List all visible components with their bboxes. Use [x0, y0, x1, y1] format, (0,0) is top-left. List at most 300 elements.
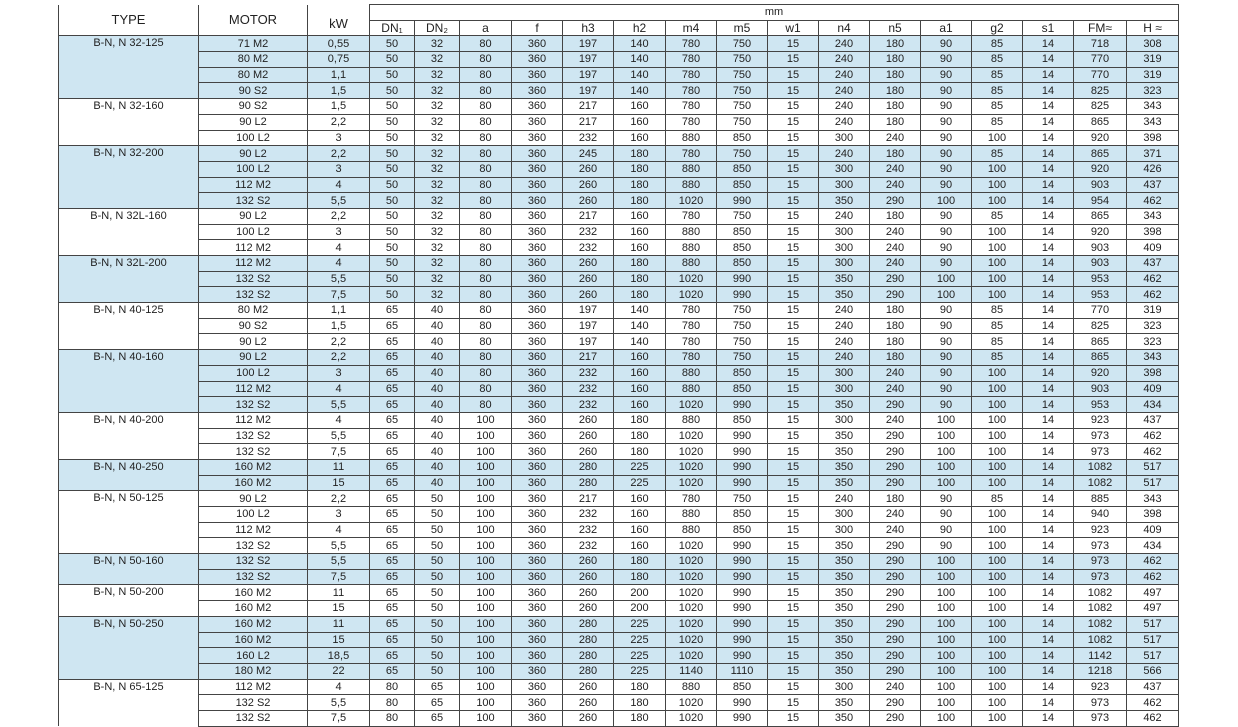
dimension-cell: 360 — [512, 52, 563, 68]
dimension-cell: 780 — [666, 67, 717, 83]
pump-type-cell: B-N, N 50-125 — [59, 491, 199, 554]
dimension-cell: 160 — [614, 208, 666, 224]
dimension-cell: 350 — [819, 663, 870, 679]
dimension-cell: 15 — [768, 193, 819, 209]
dimension-cell: 990 — [717, 585, 768, 601]
motor-cell: 112 M2 — [199, 381, 308, 397]
table-row — [59, 350, 1179, 366]
dimension-cell: 953 — [1074, 397, 1127, 413]
dimension-cell: 280 — [563, 648, 614, 664]
dimension-cell: 990 — [717, 459, 768, 475]
motor-cell: 71 M2 — [199, 36, 308, 52]
dimension-cell: 350 — [819, 459, 870, 475]
dimension-cell: 462 — [1127, 554, 1179, 570]
dimension-cell: 15 — [768, 412, 819, 428]
dimension-cell: 80 — [460, 208, 512, 224]
dimension-cell: 65 — [370, 475, 415, 491]
dimension-cell: 160 — [614, 240, 666, 256]
dimension-cell: 100 — [972, 256, 1023, 272]
table-row — [59, 334, 1179, 350]
dimension-cell: 300 — [819, 177, 870, 193]
header-dim: f — [512, 20, 563, 36]
dimension-cell: 14 — [1023, 350, 1074, 366]
dimension-cell: 40 — [415, 350, 460, 366]
dimension-cell: 940 — [1074, 507, 1127, 523]
dimension-cell: 80 — [460, 287, 512, 303]
dimension-cell: 260 — [563, 679, 614, 695]
header-dim: FM≈ — [1074, 20, 1127, 36]
dimension-cell: 462 — [1127, 710, 1179, 726]
dimension-cell: 65 — [370, 428, 415, 444]
dimension-cell: 343 — [1127, 99, 1179, 115]
kw-cell: 1,5 — [308, 99, 370, 115]
dimension-cell: 50 — [415, 663, 460, 679]
dimension-cell: 80 — [460, 114, 512, 130]
dimension-cell: 323 — [1127, 318, 1179, 334]
dimension-cell: 180 — [870, 491, 921, 507]
dimension-cell: 14 — [1023, 695, 1074, 711]
dimension-cell: 50 — [370, 161, 415, 177]
dimension-cell: 517 — [1127, 459, 1179, 475]
motor-cell: 80 M2 — [199, 303, 308, 319]
dimension-cell: 780 — [666, 491, 717, 507]
dimension-cell: 14 — [1023, 67, 1074, 83]
kw-cell: 18,5 — [308, 648, 370, 664]
dimension-cell: 14 — [1023, 52, 1074, 68]
dimension-cell: 290 — [870, 271, 921, 287]
dimension-cell: 180 — [870, 334, 921, 350]
dimension-cell: 360 — [512, 318, 563, 334]
dimension-cell: 360 — [512, 130, 563, 146]
dimension-cell: 1020 — [666, 601, 717, 617]
dimension-cell: 200 — [614, 601, 666, 617]
dimension-cell: 300 — [819, 507, 870, 523]
header-dim: g2 — [972, 20, 1023, 36]
dimension-cell: 50 — [370, 67, 415, 83]
dimension-cell: 100 — [972, 522, 1023, 538]
dimension-cell: 850 — [717, 522, 768, 538]
dimension-cell: 15 — [768, 271, 819, 287]
dimension-cell: 290 — [870, 710, 921, 726]
dimension-cell: 350 — [819, 648, 870, 664]
dimension-cell: 80 — [460, 256, 512, 272]
dimension-cell: 14 — [1023, 585, 1074, 601]
dimension-cell: 40 — [415, 475, 460, 491]
dimension-cell: 100 — [460, 601, 512, 617]
dimension-cell: 90 — [921, 397, 972, 413]
table-row — [59, 130, 1179, 146]
dimension-cell: 140 — [614, 36, 666, 52]
dimension-cell: 825 — [1074, 83, 1127, 99]
dimension-cell: 100 — [460, 507, 512, 523]
dimension-cell: 65 — [370, 585, 415, 601]
table-row — [59, 36, 1179, 52]
dimension-cell: 15 — [768, 365, 819, 381]
dimension-cell: 360 — [512, 350, 563, 366]
dimension-cell: 15 — [768, 648, 819, 664]
dimension-cell: 360 — [512, 287, 563, 303]
dimension-cell: 232 — [563, 381, 614, 397]
pump-type-cell: B-N, N 32L-160 — [59, 208, 199, 255]
dimension-cell: 360 — [512, 710, 563, 726]
dimension-cell: 360 — [512, 601, 563, 617]
motor-cell: 100 L2 — [199, 365, 308, 381]
kw-cell: 7,5 — [308, 287, 370, 303]
motor-cell: 100 L2 — [199, 130, 308, 146]
motor-cell: 132 S2 — [199, 271, 308, 287]
dimension-cell: 260 — [563, 177, 614, 193]
motor-cell: 80 M2 — [199, 52, 308, 68]
dimension-cell: 953 — [1074, 271, 1127, 287]
pump-type-cell: B-N, N 32-160 — [59, 99, 199, 146]
dimension-cell: 14 — [1023, 36, 1074, 52]
dimension-cell: 360 — [512, 114, 563, 130]
dimension-cell: 197 — [563, 334, 614, 350]
dimension-cell: 90 — [921, 52, 972, 68]
dimension-cell: 65 — [370, 554, 415, 570]
dimension-cell: 100 — [972, 365, 1023, 381]
dimension-cell: 100 — [972, 381, 1023, 397]
dimension-cell: 14 — [1023, 632, 1074, 648]
dimension-cell: 300 — [819, 224, 870, 240]
dimension-cell: 290 — [870, 193, 921, 209]
dimension-cell: 990 — [717, 632, 768, 648]
dimension-cell: 350 — [819, 538, 870, 554]
dimension-cell: 15 — [768, 507, 819, 523]
dimension-cell: 1082 — [1074, 459, 1127, 475]
dimension-cell: 880 — [666, 177, 717, 193]
dimension-cell: 240 — [870, 224, 921, 240]
dimension-cell: 40 — [415, 334, 460, 350]
dimension-cell: 865 — [1074, 208, 1127, 224]
motor-cell: 112 M2 — [199, 240, 308, 256]
dimension-cell: 750 — [717, 83, 768, 99]
dimension-cell: 880 — [666, 256, 717, 272]
header-motor: MOTOR — [199, 5, 308, 36]
kw-cell: 3 — [308, 224, 370, 240]
header-dim: a1 — [921, 20, 972, 36]
header-dim: DN₁ — [370, 20, 415, 36]
dimension-cell: 850 — [717, 130, 768, 146]
dimension-cell: 80 — [460, 52, 512, 68]
dimension-cell: 65 — [415, 679, 460, 695]
dimension-cell: 14 — [1023, 271, 1074, 287]
dimension-cell: 1020 — [666, 428, 717, 444]
dimension-cell: 260 — [563, 271, 614, 287]
dimension-cell: 15 — [768, 287, 819, 303]
dimension-cell: 750 — [717, 52, 768, 68]
dimension-cell: 90 — [921, 208, 972, 224]
dimension-cell: 65 — [370, 303, 415, 319]
dimension-cell: 85 — [972, 208, 1023, 224]
dimension-cell: 197 — [563, 303, 614, 319]
dimension-cell: 90 — [921, 99, 972, 115]
dimension-cell: 180 — [870, 114, 921, 130]
dimension-cell: 65 — [370, 459, 415, 475]
kw-cell: 7,5 — [308, 444, 370, 460]
dimension-cell: 15 — [768, 397, 819, 413]
dimension-cell: 160 — [614, 381, 666, 397]
dimension-cell: 350 — [819, 632, 870, 648]
dimension-cell: 1082 — [1074, 585, 1127, 601]
pump-type-cell: B-N, N 32L-200 — [59, 256, 199, 303]
dimension-cell: 197 — [563, 52, 614, 68]
dimension-cell: 15 — [768, 177, 819, 193]
dimension-cell: 360 — [512, 491, 563, 507]
dimension-cell: 65 — [370, 632, 415, 648]
dimension-cell: 225 — [614, 475, 666, 491]
motor-cell: 100 L2 — [199, 161, 308, 177]
dimension-cell: 90 — [921, 334, 972, 350]
dimension-cell: 360 — [512, 648, 563, 664]
motor-cell: 160 M2 — [199, 459, 308, 475]
dimension-cell: 100 — [972, 507, 1023, 523]
pump-type-cell: B-N, N 50-160 — [59, 554, 199, 585]
dimension-cell: 160 — [614, 397, 666, 413]
table-row — [59, 240, 1179, 256]
dimension-cell: 437 — [1127, 177, 1179, 193]
dimension-cell: 197 — [563, 36, 614, 52]
dimension-cell: 100 — [972, 444, 1023, 460]
dimension-cell: 90 — [921, 381, 972, 397]
kw-cell: 2,2 — [308, 350, 370, 366]
dimension-cell: 350 — [819, 569, 870, 585]
dimension-cell: 100 — [460, 663, 512, 679]
kw-cell: 2,2 — [308, 208, 370, 224]
dimension-cell: 14 — [1023, 444, 1074, 460]
header-dim: w1 — [768, 20, 819, 36]
kw-cell: 0,75 — [308, 52, 370, 68]
kw-cell: 5,5 — [308, 428, 370, 444]
dimension-cell: 15 — [768, 632, 819, 648]
motor-cell: 160 M2 — [199, 601, 308, 617]
dimension-cell: 180 — [870, 208, 921, 224]
dimension-cell: 180 — [614, 161, 666, 177]
dimension-cell: 100 — [921, 412, 972, 428]
dimension-cell: 14 — [1023, 224, 1074, 240]
dimension-cell: 32 — [415, 287, 460, 303]
dimension-cell: 100 — [921, 569, 972, 585]
dimension-cell: 65 — [370, 601, 415, 617]
motor-cell: 112 M2 — [199, 412, 308, 428]
dimension-cell: 65 — [415, 695, 460, 711]
dimension-cell: 850 — [717, 365, 768, 381]
motor-cell: 132 S2 — [199, 538, 308, 554]
dimension-cell: 180 — [614, 271, 666, 287]
dimension-cell: 180 — [614, 256, 666, 272]
dimension-cell: 15 — [768, 475, 819, 491]
dimension-cell: 260 — [563, 428, 614, 444]
dimension-cell: 350 — [819, 616, 870, 632]
pump-type-cell: B-N, N 50-200 — [59, 585, 199, 616]
motor-cell: 90 L2 — [199, 114, 308, 130]
dimension-cell: 32 — [415, 146, 460, 162]
dimension-cell: 100 — [972, 695, 1023, 711]
dimension-cell: 240 — [819, 146, 870, 162]
dimension-cell: 770 — [1074, 303, 1127, 319]
motor-cell: 90 L2 — [199, 208, 308, 224]
dimension-cell: 300 — [819, 412, 870, 428]
dimension-cell: 80 — [460, 130, 512, 146]
dimension-cell: 100 — [460, 695, 512, 711]
dimension-cell: 343 — [1127, 491, 1179, 507]
dimension-cell: 14 — [1023, 381, 1074, 397]
dimension-cell: 32 — [415, 208, 460, 224]
dimension-cell: 1020 — [666, 538, 717, 554]
dimension-cell: 14 — [1023, 648, 1074, 664]
dimension-cell: 225 — [614, 616, 666, 632]
dimension-cell: 14 — [1023, 334, 1074, 350]
header-type: TYPE — [59, 5, 199, 36]
dimension-cell: 825 — [1074, 99, 1127, 115]
dimension-cell: 323 — [1127, 334, 1179, 350]
dimension-cell: 197 — [563, 67, 614, 83]
dimension-cell: 140 — [614, 303, 666, 319]
dimension-cell: 90 — [921, 130, 972, 146]
motor-cell: 90 S2 — [199, 83, 308, 99]
motor-cell: 160 M2 — [199, 616, 308, 632]
kw-cell: 2,2 — [308, 146, 370, 162]
kw-cell: 1,5 — [308, 318, 370, 334]
dimension-cell: 180 — [870, 99, 921, 115]
dimension-cell: 232 — [563, 365, 614, 381]
dimension-cell: 65 — [370, 663, 415, 679]
motor-cell: 160 M2 — [199, 475, 308, 491]
dimension-cell: 232 — [563, 522, 614, 538]
dimension-cell: 197 — [563, 83, 614, 99]
motor-cell: 100 L2 — [199, 224, 308, 240]
dimension-cell: 990 — [717, 648, 768, 664]
dimension-cell: 850 — [717, 507, 768, 523]
dimension-cell: 80 — [460, 161, 512, 177]
motor-cell: 132 S2 — [199, 695, 308, 711]
dimension-cell: 40 — [415, 303, 460, 319]
dimension-cell: 180 — [870, 36, 921, 52]
dimension-cell: 80 — [460, 193, 512, 209]
dimension-cell: 240 — [819, 350, 870, 366]
dimension-cell: 300 — [819, 381, 870, 397]
motor-cell: 90 S2 — [199, 99, 308, 115]
dimension-cell: 14 — [1023, 710, 1074, 726]
dimension-cell: 825 — [1074, 318, 1127, 334]
dimension-cell: 50 — [415, 569, 460, 585]
dimension-cell: 180 — [614, 193, 666, 209]
dimension-cell: 225 — [614, 632, 666, 648]
dimension-cell: 50 — [370, 130, 415, 146]
dimension-cell: 100 — [972, 193, 1023, 209]
dimension-cell: 50 — [415, 616, 460, 632]
dimension-cell: 32 — [415, 161, 460, 177]
dimension-cell: 232 — [563, 130, 614, 146]
dimension-cell: 1142 — [1074, 648, 1127, 664]
dimension-cell: 240 — [870, 240, 921, 256]
dimension-cell: 140 — [614, 318, 666, 334]
dimension-cell: 990 — [717, 616, 768, 632]
dimension-cell: 323 — [1127, 83, 1179, 99]
header-kw: kW — [308, 5, 370, 36]
dimension-cell: 343 — [1127, 114, 1179, 130]
dimension-cell: 100 — [460, 475, 512, 491]
dimension-cell: 85 — [972, 67, 1023, 83]
motor-cell: 132 S2 — [199, 710, 308, 726]
dimension-cell: 15 — [768, 585, 819, 601]
dimension-cell: 40 — [415, 459, 460, 475]
dimension-cell: 180 — [614, 695, 666, 711]
dimension-cell: 517 — [1127, 616, 1179, 632]
table-row — [59, 648, 1179, 664]
dimension-cell: 360 — [512, 616, 563, 632]
table-row — [59, 679, 1179, 695]
dimension-cell: 80 — [370, 679, 415, 695]
dimension-cell: 360 — [512, 271, 563, 287]
dimension-cell: 1020 — [666, 569, 717, 585]
dimension-cell: 850 — [717, 161, 768, 177]
kw-cell: 15 — [308, 632, 370, 648]
dimension-cell: 750 — [717, 67, 768, 83]
dimension-cell: 360 — [512, 193, 563, 209]
dimension-cell: 260 — [563, 287, 614, 303]
dimension-cell: 300 — [819, 522, 870, 538]
dimension-cell: 750 — [717, 36, 768, 52]
table-row — [59, 663, 1179, 679]
dimension-cell: 100 — [972, 569, 1023, 585]
dimension-cell: 100 — [921, 616, 972, 632]
dimension-cell: 32 — [415, 36, 460, 52]
dimension-cell: 290 — [870, 632, 921, 648]
dimension-cell: 50 — [370, 208, 415, 224]
dimension-cell: 990 — [717, 569, 768, 585]
dimension-cell: 100 — [972, 679, 1023, 695]
dimension-cell: 15 — [768, 554, 819, 570]
dimension-cell: 750 — [717, 303, 768, 319]
dimension-cell: 990 — [717, 554, 768, 570]
dimension-cell: 14 — [1023, 412, 1074, 428]
table-row — [59, 632, 1179, 648]
dimension-cell: 903 — [1074, 256, 1127, 272]
header-dim: m4 — [666, 20, 717, 36]
dimension-cell: 100 — [460, 569, 512, 585]
dimension-cell: 880 — [666, 679, 717, 695]
kw-cell: 11 — [308, 585, 370, 601]
header-dim: n5 — [870, 20, 921, 36]
dimension-cell: 90 — [921, 522, 972, 538]
dimension-cell: 1110 — [717, 663, 768, 679]
dimension-cell: 750 — [717, 491, 768, 507]
dimension-cell: 65 — [370, 318, 415, 334]
table-row — [59, 538, 1179, 554]
dimension-cell: 80 — [460, 83, 512, 99]
dimension-cell: 360 — [512, 632, 563, 648]
dimension-cell: 360 — [512, 507, 563, 523]
dimension-cell: 160 — [614, 224, 666, 240]
dimension-cell: 80 — [460, 146, 512, 162]
dimension-cell: 290 — [870, 695, 921, 711]
dimension-cell: 85 — [972, 491, 1023, 507]
dimension-cell: 15 — [768, 459, 819, 475]
dimension-cell: 240 — [819, 83, 870, 99]
dimension-cell: 65 — [370, 616, 415, 632]
header-dim: DN₂ — [415, 20, 460, 36]
dimension-cell: 290 — [870, 663, 921, 679]
dimension-cell: 770 — [1074, 67, 1127, 83]
dimension-cell: 100 — [460, 444, 512, 460]
dimension-cell: 14 — [1023, 146, 1074, 162]
dimension-cell: 100 — [460, 412, 512, 428]
dimension-cell: 290 — [870, 585, 921, 601]
dimension-cell: 65 — [370, 444, 415, 460]
dimension-cell: 14 — [1023, 83, 1074, 99]
dimension-cell: 780 — [666, 36, 717, 52]
